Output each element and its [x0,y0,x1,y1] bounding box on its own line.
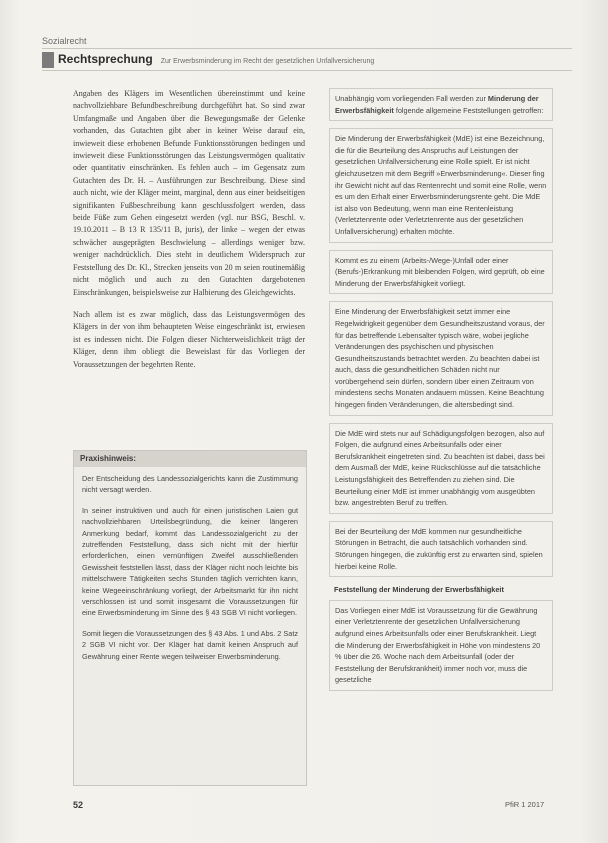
practice-paragraph: Der Entscheidung des Landessozialgerichts kann die Zustimmung nicht versagt werden. [82,474,298,495]
practice-paragraph: Somit liegen die Voraussetzungen des § 43 Abs. 1 und Abs. 2 Satz 2 SGB VI nicht vor. Der Kläger hat damit keinen Anspruch auf Gewährung einer Rente wegen teilweiser Erwerbsminderung. [82,628,298,661]
practice-paragraph: In seiner instruktiven und auch für einen juristischen Laien gut nachvollziehbaren Urteilsbegründung, die keiner längeren Anmerkung bedarf, kommt das Landessozialgericht zu der zutreffenden Feststellung, dass sich nicht mit der hierfür erforderlichen, einen vernünftigen Zweifel ausschließenden Gewissheit feststellen lässt, dass der Kläger nicht noch leichte bis mittelschwere Tätigkeiten sechs Stunden täglich verrichten kann, keine Wegeeinschränkung vorliegt, der Arbeitsmarkt für ihn nicht verschlossen ist und somit insgesamt die Voraussetzungen für eine Erwerbsminderung im Sinne des § 43 SGB VI nicht vorliegen. [82,505,298,618]
practice-note-body [74,467,306,677]
left-paragraph: Angaben des Klägers im Wesentlichen übereinstimmt und keine nachvollziehbare Befundbeschreibung durchgeführt hat. So sind zwar Umfangmaße und Angaben über die Bewegungsmaße der Gelenke vorhanden, das Gutachten gibt aber in keiner Weise darauf ein, inwieweit diese erhobenen Befunde Funktionsstörungen bedingen und inwieweit diese Funktionsstörungen das Leistungsvermögen qualitativ oder quantitativ einschränken. Es fehlen auch – im Gegensatz zum Gutachten des Dr. H. – Ausführungen zur Beschreibung. Diese sind auch nicht, wie der Kläger meint, marginal, denn aus einer beidseitigen signifikanten Fußbeschreibung kann geschlussfolgert werden, dass beide Füße zum Gehen eingesetzt werden (vgl. nur BSG, Beschl. v. 19.10.2011 – B 13 R 135/11 B, juris), der linke – wegen der etwas schwächer ausgeprägten Beschwielung – allerdings weniger bzw. weniger nachdrücklich. Dies steht in deutlichem Widerspruch zur Feststellung des Dr. Kl., Strecken jenseits von 20 m seien routinemäßig nicht möglich und auch zu den Gutachten dargebotenen Einschränkungen, beispielsweise zur Halbierung des Gleichgewichts. [73,89,305,297]
right-intro-emphasis: Minderung der Erwerbsfähigkeit [335,94,539,115]
right-column [329,88,553,698]
journal-issue: PfiR 1 2017 [505,800,545,809]
running-header [58,52,570,68]
practice-note-box [73,450,307,786]
section-label: Sozialrecht [42,36,87,46]
practice-note-heading: Praxishinweis: [74,451,306,467]
header-divider-bottom [42,70,572,71]
right-paragraph: Das Vorliegen einer MdE ist Voraussetzung für die Gewährung einer Verletztenrente der gesetzlichen Unfallversicherung aufgrund eines Arbeitsunfalls oder einer Berufskrankheit. Liegt die Minderung der Erwerbsfähigkeit in Höhe von mindestens 20 % über die 26. Woche nach dem Arbeitsunfall (oder der Feststellung der Berufskrankheit) immer noch vor, muss die gesetzliche [329,600,553,691]
right-paragraph: Kommt es zu einem (Arbeits-/Wege-)Unfall oder einer (Berufs-)Erkrankung mit bleibenden Folgen, wird geprüft, ob eine Minderung der Erwerbsfähigkeit vorliegt. [329,250,553,295]
left-column [73,88,305,381]
right-paragraph: Bei der Beurteilung der MdE kommen nur gesundheitliche Störungen in Betracht, die auch tatsächlich vorhanden sind. Störungen hingegen, die zukünftig erst zu erwarten sind, spielen hierbei keine Rolle. [329,521,553,577]
header-subtitle: Zur Erwerbsminderung im Recht der gesetzlichen Unfallversicherung [160,58,375,65]
right-subheading: Feststellung der Minderung der Erwerbsfähigkeit [334,585,504,595]
page-number: 52 [73,800,84,810]
header-title: Rechtsprechung [58,52,153,66]
left-paragraph: Nach allem ist es zwar möglich, dass das Leistungsvermögen des Klägers in der von ihm behaupteten Weise eingeschränkt ist, erwiesen ist es indessen nicht. Die Folgen dieser Nichterweislichkeit trägt der Kläger, denn ihm obliegt die Beweislast für das Vorliegen der Voraussetzungen der begehrten Rente. [73,309,305,369]
header-divider [42,48,572,49]
right-paragraph: Eine Minderung der Erwerbsfähigkeit setzt immer eine Regelwidrigkeit gegenüber dem Gesundheitszustand voraus, der für das betreffende Lebensalter typisch wäre, wobei jegliche Veränderungen des psychischen und physischen Gesundheitszustands betrachtet werden. Zu beachten dabei ist auch, dass die gesundheitlichen Schäden nicht nur vorübergehend sein dürfen, sondern über einen Zeitraum von mindestens sechs Monaten andauern müssen. Keine Beachtung hingegen finden Veränderungen, die altersbedingt sind. [329,301,553,415]
right-intro: Unabhängig vom vorliegenden Fall werden zur Minderung der Erwerbsfähigkeit folgende allgemeine Feststellungen getroffen: [329,88,553,121]
right-paragraph: Die MdE wird stets nur auf Schädigungsfolgen bezogen, also auf Folgen, die aufgrund eines Arbeitsunfalls oder einer Berufskrankheit eingetreten sind. Zu beachten ist dabei, dass bei dem Ausmaß der MdE, keine Rückschlüsse auf die tatsächliche Leistungsfähigkeit des Betreffenden zu ziehen sind. Die Beurteilung einer MdE ist immer unabhängig vom ausgeübten bzw. angestrebten Beruf zu treffen. [329,423,553,514]
right-paragraph: Die Minderung der Erwerbsfähigkeit (MdE) ist eine Bezeichnung, die für die Beurteilung des Anspruchs auf Leistungen der gesetzlichen Unfallversicherung eine Rolle spielt. Er ist nicht gleichzusetzen mit dem Begriff »Erwerbsminderung«. Dieser fing ihr Gewicht nicht auf das Rentenrecht und somit eine Rolle, wenn es um den Erhalt einer Erwerbsminderungsrente geht. Die MdE ist also von Bedeutung, wenn man eine Rentenleistung (Verletztenrente oder Verletztenrente aus der gesetzlichen Unfallversicherung) erhalten möchte. [329,128,553,242]
header-marker [42,52,54,68]
